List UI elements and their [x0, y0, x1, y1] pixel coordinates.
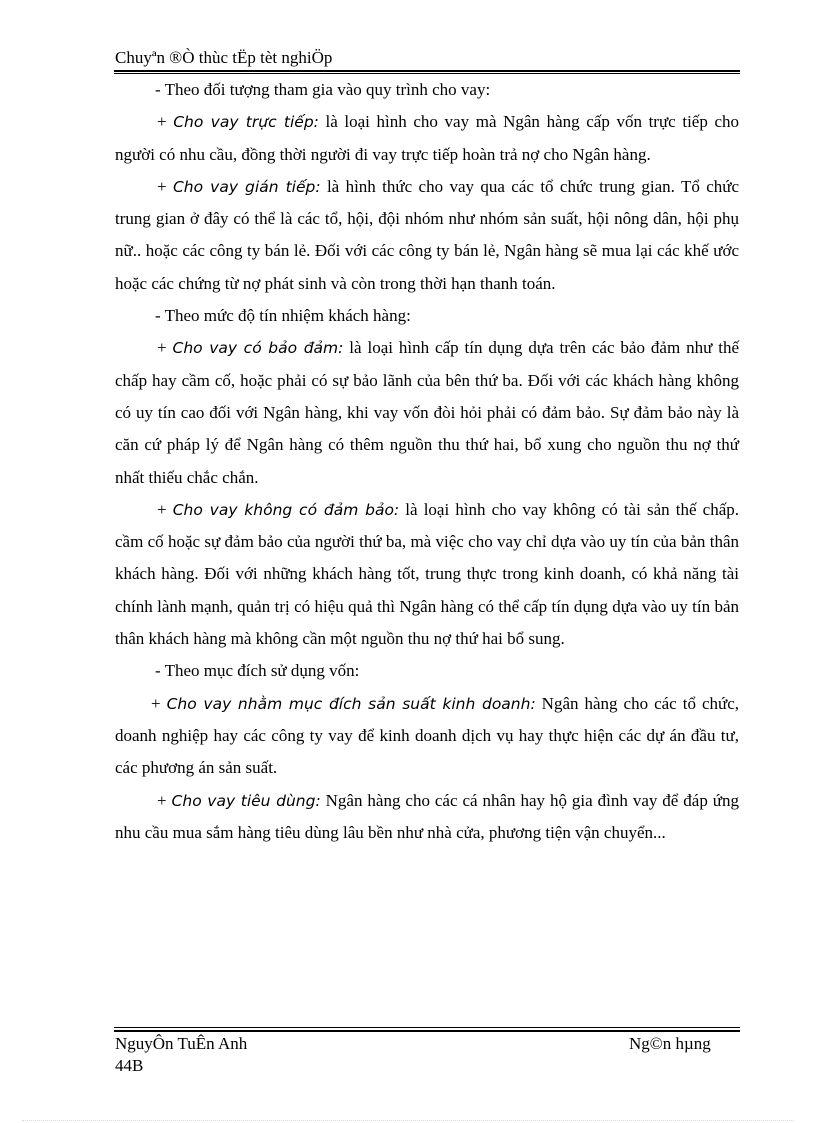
paragraph-text: là hình thức cho vay qua các tổ chức trung gian. Tổ chức trung gian ở đây có thể là các tổ, hội, đội nhóm như nhóm sản suất, hội nông dân, hội phụ nữ.. hoặc các công ty bán lẻ. Đối với các công ty bán lẻ, Ngân hàng sẽ mua lại các khế ước hoặc các chứng từ nợ phát sinh và còn trong thời hạn thanh toán.: [115, 176, 740, 293]
footer-rule-thin: [114, 1027, 740, 1028]
section-heading: [115, 74, 739, 106]
list-item: [115, 494, 739, 655]
document-body: [115, 74, 739, 849]
paragraph-text: - Theo đối tượng tham gia vào quy trình cho vay:: [155, 80, 491, 99]
term-label: Cho vay tiêu dùng:: [171, 791, 321, 810]
term-label: Cho vay gián tiếp:: [172, 177, 321, 196]
term-label: Cho vay không có đảm bảo:: [172, 500, 400, 519]
term-label: Cho vay có bảo đảm:: [172, 339, 344, 358]
list-item: [115, 688, 739, 785]
paragraph-text: Ngân hàng cho các cá nhân hay hộ gia đình vay để đáp ứng nhu cầu mua sắm hàng tiêu dùng lâu bền như nhà cửa, phương tiện vận chuyển...: [115, 790, 740, 842]
list-bullet: +: [151, 693, 167, 713]
list-bullet: +: [157, 112, 174, 132]
header-rule-thick: [114, 70, 740, 72]
paragraph-text: - Theo mức độ tín nhiệm khách hàng:: [155, 306, 411, 326]
list-item: [115, 106, 739, 171]
paragraph-text: - Theo mục đích sử dụng vốn:: [155, 661, 360, 681]
list-item: [115, 171, 739, 300]
paragraph-text: là loại hình cho vay không có tài sản thế chấp. cầm cố hoặc sự đảm bảo của người thứ ba, mà việc cho vay chỉ dựa vào uy tín của bản thân khách hàng. Đối với những khách hàng tốt, trung thực trong kinh doanh, có khả năng tài chính lành mạnh, quản trị có hiệu quả thì Ngân hàng có thể cấp tín dụng dựa vào uy tín bản thân khách hàng mà không cần một nguồn thu nợ thứ hai bổ sung.: [115, 499, 739, 649]
list-bullet: +: [157, 176, 173, 196]
footer-author-block: [115, 1033, 247, 1077]
paragraph-text: Ngân hàng cho các tổ chức, doanh nghiệp hay các công ty vay để kinh doanh dịch vụ hay thực hiện các dự án đầu tư, các phương án sản suất.: [115, 693, 740, 778]
footer-department: Ng©n hµng: [629, 1034, 711, 1053]
footer-rule-thick: [114, 1030, 740, 1032]
footer-class: 44B: [115, 1056, 144, 1075]
page-edge-divider: [22, 1120, 794, 1121]
section-heading: [115, 300, 739, 332]
section-heading: [115, 655, 739, 687]
paragraph-text: là loại hình cấp tín dụng dựa trên các bảo đảm như thế chấp hay cầm cố, hoặc phải có sự bảo lãnh của bên thứ ba. Đối với các khách hàng không có uy tín cao đối với Ngân hàng, khi vay vốn đòi hỏi phải có đảm bảo. Sự đảm bảo này là căn cứ pháp lý để Ngân hàng có thêm nguồn thu thứ hai, bổ xung cho nguồn thu nợ thứ nhất thiếu chắc chắn.: [115, 338, 739, 487]
term-label: Cho vay trực tiếp:: [173, 113, 319, 132]
list-item: [115, 785, 739, 850]
header-title: Chuyªn ®Ò thùc tËp tèt nghiÖp: [115, 48, 333, 67]
list-bullet: +: [157, 338, 173, 358]
term-label: Cho vay nhằm mục đích sản suất kinh doanh:: [166, 694, 536, 713]
list-item: [115, 332, 739, 493]
footer-author: NguyÔn TuÊn Anh: [115, 1034, 248, 1053]
list-bullet: +: [157, 499, 173, 519]
paragraph-text: là loại hình cho vay mà Ngân hàng cấp vốn trực tiếp cho người có nhu cầu, đồng thời người đi vay trực tiếp hoàn trả nợ cho Ngân hàng.: [115, 112, 740, 164]
list-bullet: +: [157, 790, 172, 810]
